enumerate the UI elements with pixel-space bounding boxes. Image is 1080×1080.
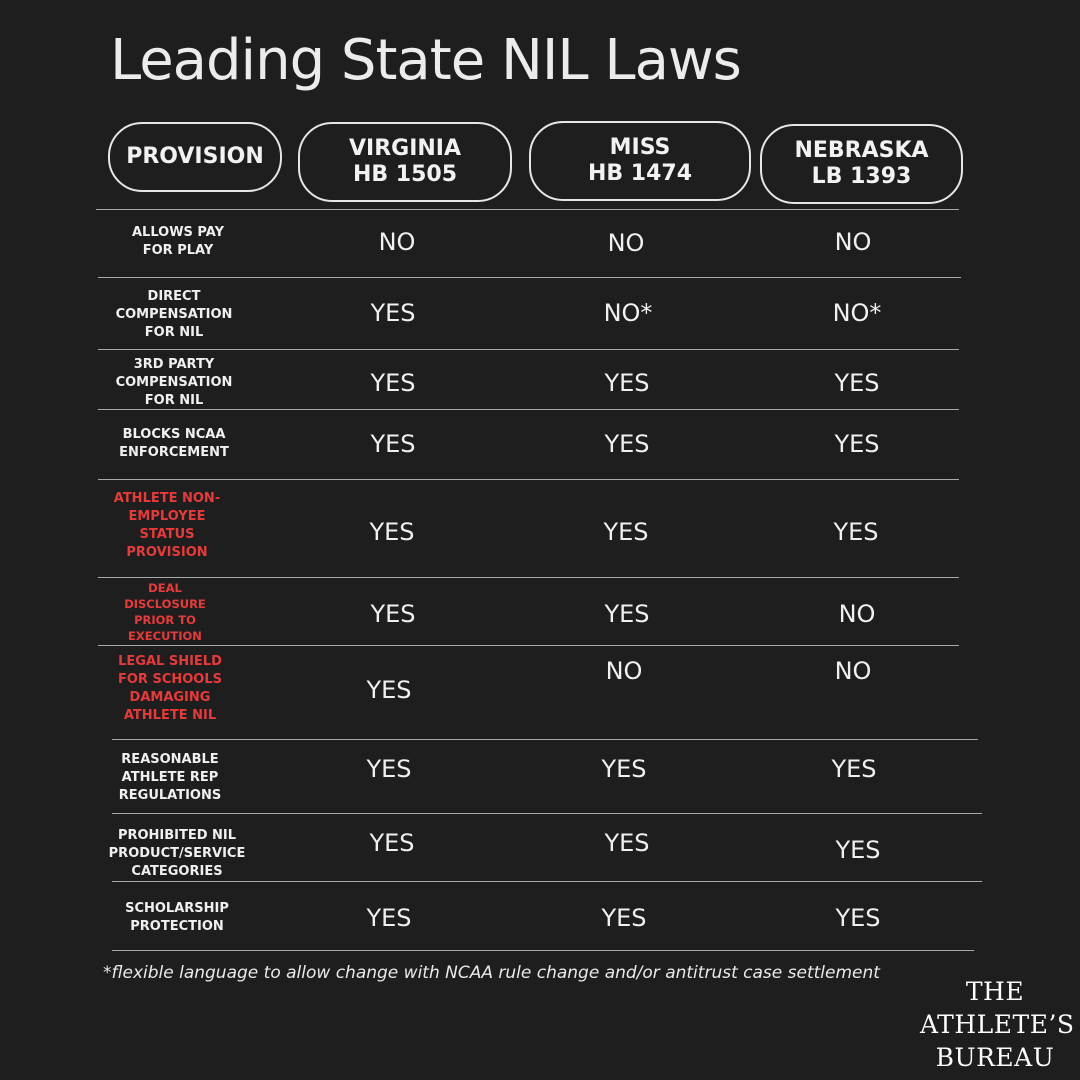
provision-scholarship-protection: SCHOLARSHIP PROTECTION: [125, 901, 229, 934]
provision-allows-pay-for-play: ALLOWS PAY FOR PLAY: [131, 225, 224, 258]
row-divider: [112, 881, 982, 882]
row-divider: [112, 950, 974, 951]
provision-reasonable-athlete-rep: REASONABLE ATHLETE REP REGULATIONS: [118, 752, 222, 803]
value-miss: YES: [604, 829, 650, 857]
value-virginia: YES: [369, 518, 415, 546]
header-miss-line1: MISS: [609, 135, 671, 160]
provision-prohibited-categories: PROHIBITED NIL PRODUCT/SERVICE CATEGORIES: [108, 828, 246, 879]
value-virginia: NO: [378, 228, 416, 256]
header-nebraska-line1: NEBRASKA: [794, 138, 929, 163]
value-nebraska: NO: [838, 600, 876, 628]
value-virginia: YES: [370, 369, 416, 397]
value-nebraska: NO*: [832, 299, 882, 327]
provision-deal-disclosure: DEAL DISCLOSURE PRIOR TO EXECUTION: [124, 581, 206, 643]
value-virginia: YES: [370, 430, 416, 458]
value-nebraska: NO: [834, 657, 872, 685]
header-virginia-line1: VIRGINIA: [348, 136, 462, 161]
header-miss: [529, 121, 751, 201]
value-miss: YES: [601, 755, 647, 783]
header-nebraska-line2: LB 1393: [811, 164, 912, 189]
value-nebraska: YES: [834, 430, 880, 458]
value-miss: NO: [605, 657, 643, 685]
header-miss-line2: HB 1474: [587, 161, 693, 186]
row-divider: [96, 209, 959, 210]
value-virginia: YES: [366, 676, 412, 704]
row-divider: [98, 277, 961, 278]
header-virginia: [298, 122, 512, 202]
value-miss: YES: [601, 904, 647, 932]
provision-legal-shield: LEGAL SHIELD FOR SCHOOLS DAMAGING ATHLETE NIL: [118, 654, 222, 723]
header-provision-label: PROVISION: [126, 144, 264, 169]
row-divider: [98, 349, 959, 350]
provision-athlete-non-employee: ATHLETE NON- EMPLOYEE STATUS PROVISION: [113, 491, 221, 560]
row-divider: [98, 645, 959, 646]
value-virginia: YES: [366, 904, 412, 932]
row-divider: [98, 577, 959, 578]
value-miss: NO*: [603, 299, 653, 327]
header-virginia-line2: HB 1505: [352, 162, 458, 187]
value-miss: YES: [604, 600, 650, 628]
page-title: Leading State NIL Laws: [110, 28, 741, 93]
value-nebraska: YES: [833, 518, 879, 546]
value-nebraska: YES: [834, 369, 880, 397]
value-virginia: YES: [370, 299, 416, 327]
value-virginia: YES: [366, 755, 412, 783]
value-miss: YES: [604, 369, 650, 397]
row-divider: [112, 739, 978, 740]
provision-3rd-party-compensation: 3RD PARTY COMPENSATION FOR NIL: [115, 357, 233, 408]
header-nebraska: [760, 124, 963, 204]
header-provision: [108, 122, 282, 192]
value-virginia: YES: [370, 600, 416, 628]
value-miss: YES: [603, 518, 649, 546]
value-miss: YES: [604, 430, 650, 458]
value-nebraska: YES: [831, 755, 877, 783]
value-nebraska: YES: [835, 904, 881, 932]
value-nebraska: NO: [834, 228, 872, 256]
provision-direct-compensation: DIRECT COMPENSATION FOR NIL: [115, 289, 233, 340]
athletes-bureau-logo: THE ATHLETE’S BUREAU: [920, 977, 1075, 1072]
footnote: *flexible language to allow change with NCAA rule change and/or antitrust case settlement: [103, 963, 880, 983]
value-virginia: YES: [369, 829, 415, 857]
row-divider: [98, 479, 959, 480]
value-nebraska: YES: [835, 836, 881, 864]
row-divider: [112, 813, 982, 814]
provision-blocks-ncaa-enforcement: BLOCKS NCAA ENFORCEMENT: [119, 427, 229, 460]
value-miss: NO: [607, 229, 645, 257]
